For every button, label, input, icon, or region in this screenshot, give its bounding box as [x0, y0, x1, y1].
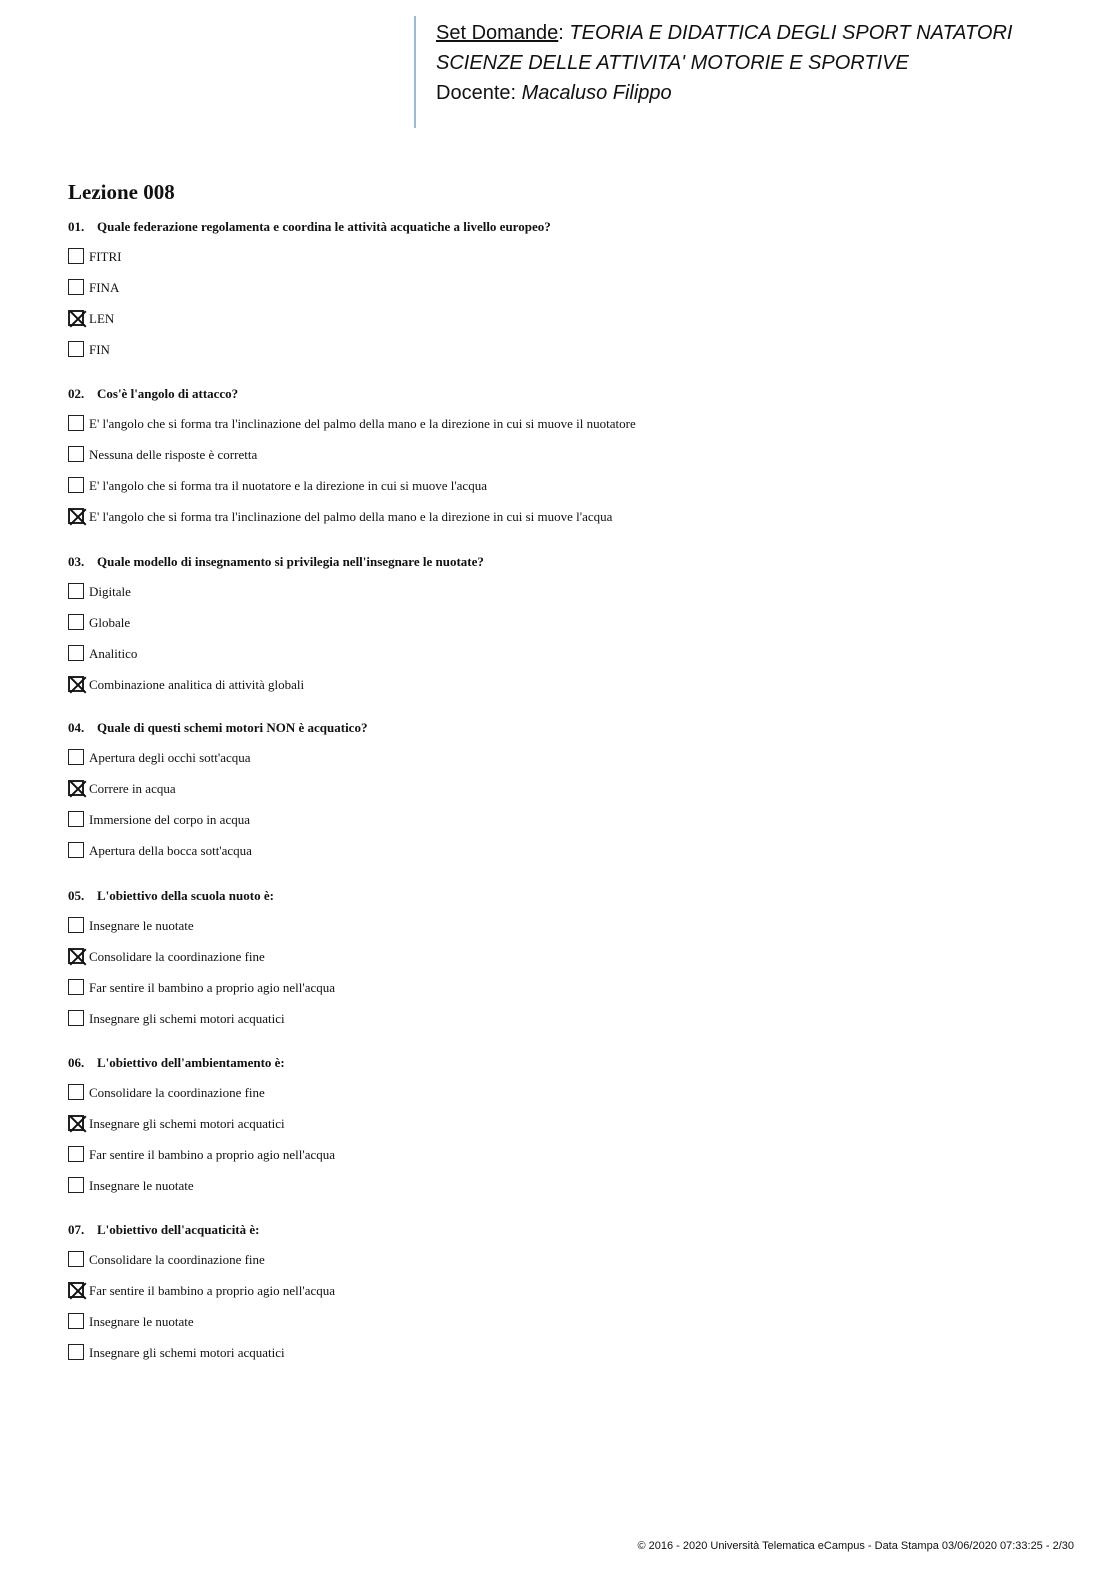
- checkbox[interactable]: [68, 749, 84, 765]
- question-label: L'obiettivo della scuola nuoto è:: [97, 888, 274, 903]
- question-block: [68, 886, 1068, 1042]
- answer-option-label: Apertura della bocca sott'acqua: [89, 843, 252, 858]
- question-block: [68, 217, 1068, 373]
- question-label: Quale di questi schemi motori NON è acquatico?: [97, 720, 368, 735]
- answer-option-label: Insegnare gli schemi motori acquatici: [89, 1011, 285, 1026]
- checkbox[interactable]: [68, 1251, 84, 1267]
- answer-option[interactable]: [68, 1252, 1068, 1283]
- question-label: Quale federazione regolamenta e coordina le attività acquatiche a livello europeo?: [97, 219, 551, 234]
- answer-option-label: Far sentire il bambino a proprio agio nell'acqua: [89, 1283, 336, 1298]
- teacher-line: [415, 78, 1095, 108]
- question-block: [68, 552, 1068, 708]
- checkbox[interactable]: [68, 645, 84, 661]
- answer-option-label: Immersione del corpo in acqua: [89, 812, 250, 827]
- checkbox[interactable]: [68, 1084, 84, 1100]
- answer-option-label: Far sentire il bambino a proprio agio nell'acqua: [89, 1147, 336, 1162]
- answer-option[interactable]: [68, 478, 1068, 509]
- answer-option[interactable]: [68, 509, 1068, 540]
- checkbox[interactable]: [68, 1313, 84, 1329]
- set-label: Set Domande: [436, 22, 559, 44]
- answer-option-label: Insegnare gli schemi motori acquatici: [89, 1116, 285, 1131]
- question-block: [68, 1220, 1068, 1376]
- teacher-name: Macaluso Filippo: [521, 82, 672, 104]
- checkbox[interactable]: [68, 279, 84, 295]
- answer-option-label: FINA: [89, 280, 120, 295]
- answer-option[interactable]: [68, 750, 1068, 781]
- document-header: [415, 18, 1095, 108]
- set-separator: :: [558, 22, 570, 44]
- answer-option[interactable]: [68, 843, 1068, 874]
- teacher-label: Docente:: [436, 82, 522, 104]
- checkbox[interactable]: [68, 1344, 84, 1360]
- question-text: [68, 886, 1068, 906]
- question-number: 07.: [68, 1222, 85, 1237]
- answer-option-label: Insegnare le nuotate: [89, 918, 194, 933]
- checkbox-checked[interactable]: [68, 676, 84, 692]
- answer-option-label: Consolidare la coordinazione fine: [89, 949, 265, 964]
- question-block: [68, 384, 1068, 540]
- answer-option-label: Insegnare le nuotate: [89, 1178, 194, 1193]
- answer-option[interactable]: [68, 918, 1068, 949]
- answer-option-label: Consolidare la coordinazione fine: [89, 1252, 265, 1267]
- answer-option-label: FIN: [89, 342, 110, 357]
- question-number: 04.: [68, 720, 85, 735]
- checkbox[interactable]: [68, 614, 84, 630]
- answer-option[interactable]: [68, 1345, 1068, 1376]
- question-label: Cos'è l'angolo di attacco?: [97, 386, 239, 401]
- question-text: [68, 1220, 1068, 1240]
- checkbox[interactable]: [68, 477, 84, 493]
- answer-option[interactable]: [68, 342, 1068, 373]
- answer-option-label: Far sentire il bambino a proprio agio nell'acqua: [89, 980, 336, 995]
- answer-option-label: Globale: [89, 615, 131, 630]
- set-line: [415, 18, 1095, 48]
- question-text: [68, 1053, 1068, 1073]
- course-title: TEORIA E DIDATTICA DEGLI SPORT NATATORI: [569, 22, 1013, 44]
- answer-option[interactable]: [68, 1147, 1068, 1178]
- answer-option-label: FITRI: [89, 249, 122, 264]
- answer-option[interactable]: [68, 646, 1068, 677]
- answer-option[interactable]: [68, 781, 1068, 812]
- answer-option[interactable]: [68, 1085, 1068, 1116]
- answer-option-label: Digitale: [89, 584, 131, 599]
- answer-option[interactable]: [68, 1283, 1068, 1314]
- answer-option[interactable]: [68, 1011, 1068, 1042]
- checkbox[interactable]: [68, 1177, 84, 1193]
- course-program: SCIENZE DELLE ATTIVITA' MOTORIE E SPORTIVE: [436, 52, 909, 74]
- checkbox[interactable]: [68, 446, 84, 462]
- checkbox[interactable]: [68, 1146, 84, 1162]
- program-line: [415, 48, 1095, 78]
- answer-option[interactable]: [68, 1314, 1068, 1345]
- checkbox[interactable]: [68, 979, 84, 995]
- answer-option[interactable]: [68, 280, 1068, 311]
- checkbox-checked[interactable]: [68, 1282, 84, 1298]
- checkbox[interactable]: [68, 1010, 84, 1026]
- question-label: L'obiettivo dell'acquaticità è:: [97, 1222, 260, 1237]
- checkbox-checked[interactable]: [68, 948, 84, 964]
- answer-option[interactable]: [68, 615, 1068, 646]
- question-number: 05.: [68, 888, 85, 903]
- question-label: Quale modello di insegnamento si privilegia nell'insegnare le nuotate?: [97, 554, 484, 569]
- answer-option-label: Insegnare le nuotate: [89, 1314, 194, 1329]
- answer-option[interactable]: [68, 812, 1068, 843]
- checkbox[interactable]: [68, 415, 84, 431]
- answer-option-label: Combinazione analitica di attività globali: [89, 677, 305, 692]
- checkbox[interactable]: [68, 917, 84, 933]
- page-footer: © 2016 - 2020 Università Telematica eCampus - Data Stampa 03/06/2020 07:33:25 - 2/30: [637, 1540, 1074, 1552]
- answer-option[interactable]: [68, 447, 1068, 478]
- answer-option-label: E' l'angolo che si forma tra l'inclinazione del palmo della mano e la direzione in cui si muove il nuotatore: [89, 416, 636, 431]
- answer-option-label: Insegnare gli schemi motori acquatici: [89, 1345, 285, 1360]
- checkbox[interactable]: [68, 811, 84, 827]
- question-number: 01.: [68, 219, 85, 234]
- answer-option[interactable]: [68, 980, 1068, 1011]
- checkbox[interactable]: [68, 583, 84, 599]
- answer-option[interactable]: [68, 416, 1068, 447]
- checkbox[interactable]: [68, 842, 84, 858]
- answer-option[interactable]: [68, 1116, 1068, 1147]
- answer-option[interactable]: [68, 584, 1068, 615]
- answer-option-label: LEN: [89, 311, 115, 326]
- question-text: [68, 384, 1068, 404]
- answer-option-label: Apertura degli occhi sott'acqua: [89, 750, 251, 765]
- answer-option[interactable]: [68, 1178, 1068, 1209]
- answer-option[interactable]: [68, 949, 1068, 980]
- answer-option-label: Correre in acqua: [89, 781, 176, 796]
- answer-option-label: Analitico: [89, 646, 138, 661]
- answer-option[interactable]: [68, 249, 1068, 280]
- answer-option-label: E' l'angolo che si forma tra l'inclinazione del palmo della mano e la direzione in cui si muove l'acqua: [89, 509, 613, 524]
- checkbox-checked[interactable]: [68, 1115, 84, 1131]
- question-text: [68, 718, 1068, 738]
- lesson-title: Lezione 008: [68, 180, 175, 204]
- question-block: [68, 1053, 1068, 1209]
- question-number: 02.: [68, 386, 85, 401]
- answer-option-label: E' l'angolo che si forma tra il nuotatore e la direzione in cui si muove l'acqua: [89, 478, 487, 493]
- answer-option[interactable]: [68, 311, 1068, 342]
- answer-option[interactable]: [68, 677, 1068, 708]
- checkbox-checked[interactable]: [68, 780, 84, 796]
- question-label: L'obiettivo dell'ambientamento è:: [97, 1055, 285, 1070]
- answer-option-label: Consolidare la coordinazione fine: [89, 1085, 265, 1100]
- checkbox[interactable]: [68, 341, 84, 357]
- question-text: [68, 552, 1068, 572]
- question-text: [68, 217, 1068, 237]
- checkbox-checked[interactable]: [68, 508, 84, 524]
- answer-option-label: Nessuna delle risposte è corretta: [89, 447, 258, 462]
- checkbox-checked[interactable]: [68, 310, 84, 326]
- question-number: 03.: [68, 554, 85, 569]
- question-number: 06.: [68, 1055, 85, 1070]
- checkbox[interactable]: [68, 248, 84, 264]
- question-block: [68, 718, 1068, 874]
